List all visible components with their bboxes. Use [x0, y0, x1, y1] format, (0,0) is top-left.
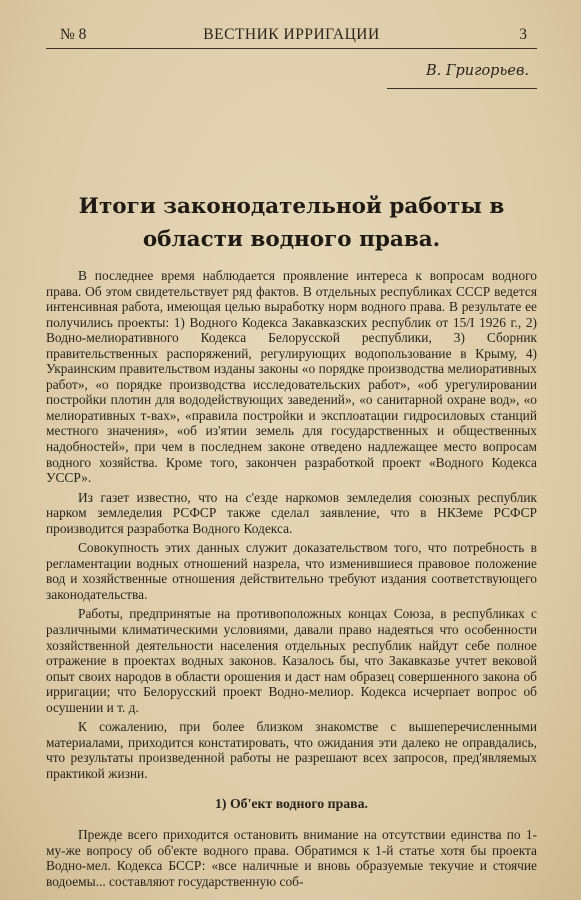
page-number: 3 — [519, 26, 527, 43]
paragraph: В последнее время наблюдается проявление интереса к вопросам водного права. Об этом свидетельствует ряд фактов. В отдельных республиках СССР ведется интенсивная работа, имеющая целью выработку норм водного права. В результате ее получились проекты: 1) Водного Кодекса Закавказских республик от 15/I 1926 г., 2) Водно-мелиоративного Кодекса Белорусской республики, 3) Сборник правительственных распоряжений, регулирующих водопользование в Крыму, 4) Украинским правительством изданы законы «о порядке производства мелиоративных работ», «о порядке производства исследовательских работ», «об урегулировании постройки плотин для вододействующих заведений», «о санитарной охране вод», «о мелиоративных т-вах», «правила постройки и эксплоатации гидросиловых станций местного значения», «об из'ятии земель для государственных и общественных надобностей», при чем в последнем законе отведено надлежащее место вопросам водного хозяйства. Кроме того, закончен разработкой проект «Водного Кодекса УССР». — [46, 268, 537, 486]
issue-number: № 8 — [60, 26, 87, 43]
section-heading: 1) Об'ект водного права. — [215, 795, 368, 811]
journal-title: ВЕСТНИК ИРРИГАЦИИ — [203, 26, 380, 43]
paragraph: Совокупность этих данных служит доказательством того, что потребность в регламентации водных отношений назрела, что изменившиеся правовое положение вод и хозяйственные отношения действительно требуют издания соответствующего законодательства. — [46, 540, 537, 602]
paragraph: К сожалению, при более близком знакомстве с вышеперечисленными материалами, приходится констатировать, что ожидания эти далеко не оправдались, что результаты произведенной работы не разрешают всех запросов, пред'являемых практикой жизни. — [46, 719, 537, 781]
author-block — [387, 58, 537, 89]
paragraph: Из газет известно, что на с'езде наркомов земледелия союзных республик нарком земледелия РСФСР также сделал заявление, что в НКЗеме РСФСР производится разработка Водного Кодекса. — [46, 489, 537, 536]
article-body — [46, 268, 537, 893]
author-name: В. Григорьев. — [426, 63, 529, 79]
article-title: Итоги законодательной работы в области водного права. — [78, 194, 505, 252]
paragraph: Прежде всего приходится остановить внимание на отсутствии единства по 1-му-же вопросу об об'екте водного права. Обратимся к 1-й статье хотя бы проекта Водно-мел. Кодекса БССР: «все наличные и вновь образуемые текучие и стоячие водоемы... составляют государственную соб- — [46, 827, 537, 889]
paragraph: Работы, предпринятые на противоположных концах Союза, в республиках с различными климатическими условиями, давали право надеяться что особенности хозяйственной деятельности населения отдельных республик найдут себе полное отражение в проектах водных законов. Казалось бы, что Закавказье учтет вековой опыт своих народов в области орошения и даст нам образец совершенного закона об ирригации; что Белорусский проект Водно-мелиор. Кодекса исчерпает вопрос об осушении и т. д. — [46, 606, 537, 715]
running-header — [46, 22, 537, 49]
